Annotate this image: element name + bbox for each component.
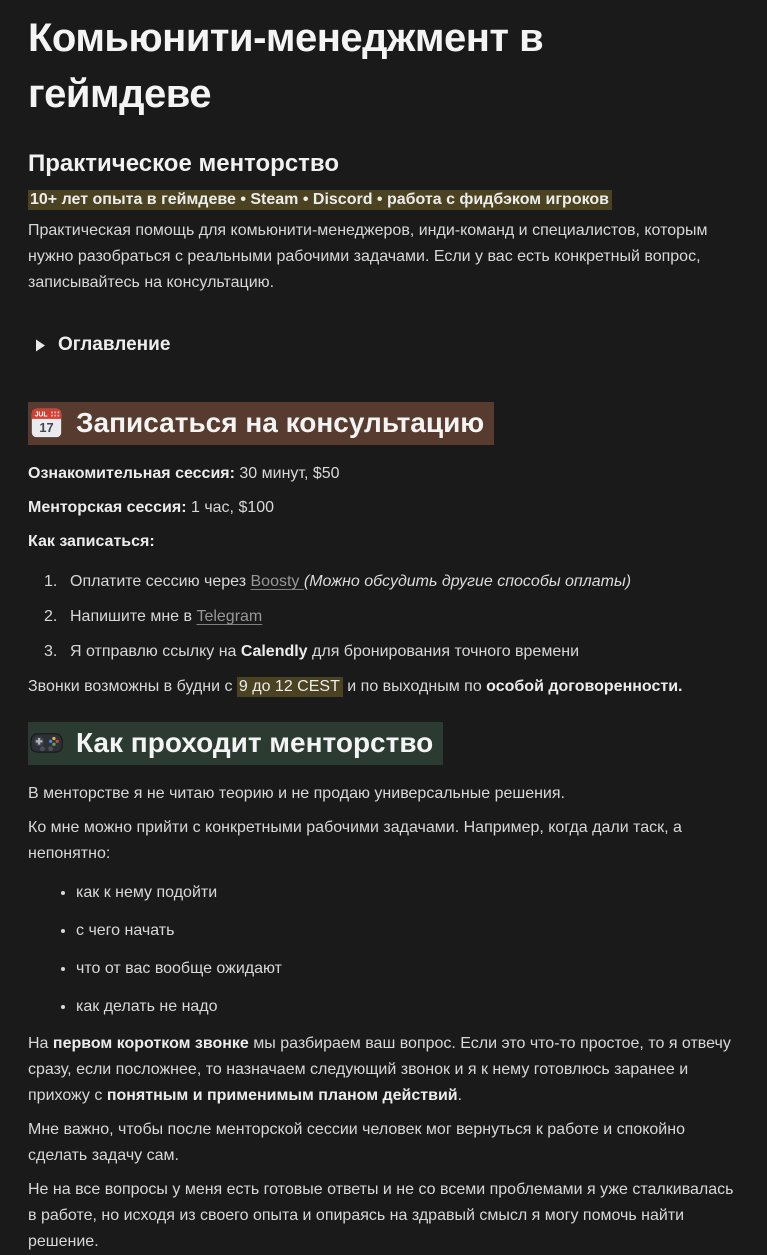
booking-section-heading — [28, 402, 739, 447]
how-to-label: Как записаться: — [28, 533, 155, 551]
booking-heading-highlight — [28, 402, 494, 445]
availability-note: Звонки возможны в будни с 9 до 12 CEST и по выходным по особой договоренности. — [28, 678, 683, 696]
page-title: Комьюнити-менеджмент в геймдеве — [28, 16, 544, 116]
subtitle: Практическое менторство — [28, 150, 340, 177]
booking-details — [28, 461, 739, 555]
experience-line — [28, 188, 739, 212]
session-line: Ознакомительная сессия: 30 минут, $50 — [28, 465, 340, 483]
payment-note-italic: (Можно обсудить другие способы оплаты) — [303, 573, 632, 591]
step-number: 1. — [44, 573, 58, 591]
boosty-link[interactable]: Boosty — [250, 573, 304, 591]
gamepad-icon — [30, 730, 63, 756]
session-line: Менторская сессия: 1 час, $100 — [28, 499, 275, 517]
svg-text:17: 17 — [39, 420, 54, 436]
mentoring-p1: В менторстве я не читаю теорию и не продаю универсальные решения. — [28, 784, 565, 802]
list-item: • как к нему подойти — [76, 879, 739, 906]
list-item: • что от вас вообще ожидают — [76, 955, 739, 982]
mentoring-p3: На первом коротком звонке мы разбираем ваш вопрос. Если это что-то простое, то я отвечу сразу, если посложнее, то назначаем следующий звонок и я к нему готовлюсь заранее и прихожу с понятным и применимым планом действий. — [28, 1034, 731, 1104]
mentoring-p5: Не на все вопросы у меня есть готовые ответы и не со всеми проблемами я уже сталкивалась в работе, но исходя из своего опыта и опираясь на здравый смысл я могу помочь найти решение. — [28, 1180, 734, 1250]
list-item: • как делать не надо — [76, 993, 739, 1020]
mentoring-section-heading — [28, 722, 739, 765]
calendar-icon — [30, 406, 63, 439]
list-item: • с чего начать — [76, 917, 739, 944]
triangle-right-icon[interactable] — [28, 333, 52, 357]
calendly-text: Calendly — [240, 643, 308, 661]
step-number: 2. — [44, 608, 58, 626]
mentoring-p4: Мне важно, чтобы после менторской сессии человек мог вернуться к работе и спокойно сделать задачу сам. — [28, 1120, 685, 1164]
booking-heading-text: Записаться на консультацию — [76, 407, 485, 439]
step-item: 1. Оплатите сессию через Boosty (Можно обсудить другие способы оплаты) — [28, 569, 739, 595]
booking-steps — [28, 569, 739, 665]
questions-list — [28, 879, 739, 1020]
step-item: 3. Я отправлю ссылку на Calendly для бронирования точного времени — [28, 639, 739, 665]
toc-toggle-label: Оглавление — [58, 334, 171, 356]
mentoring-p2: Ко мне можно прийти с конкретными рабочими задачами. Например, когда дали таск, а непонятно: — [28, 818, 682, 862]
experience-highlight: 10+ лет опыта в геймдеве • Steam • Discord • работа с фидбэком игроков — [28, 190, 612, 210]
step-item: 2. Напишите мне в Telegram — [28, 604, 739, 630]
intro-paragraph: Практическая помощь для комьюнити-менеджеров, инди-команд и специалистов, которым нужно разобраться с реальными рабочими задачами. Если у вас есть конкретный вопрос, записывайтесь на консультацию. — [28, 222, 708, 292]
time-highlight: 9 до 12 CEST — [237, 677, 343, 697]
telegram-link[interactable]: Telegram — [196, 608, 263, 626]
svg-text:JUL: JUL — [34, 412, 48, 420]
mentoring-heading-text: Как проходит менторство — [76, 727, 434, 759]
step-number: 3. — [44, 643, 58, 661]
mentoring-heading-highlight — [28, 722, 443, 765]
toc-toggle[interactable] — [28, 332, 739, 358]
